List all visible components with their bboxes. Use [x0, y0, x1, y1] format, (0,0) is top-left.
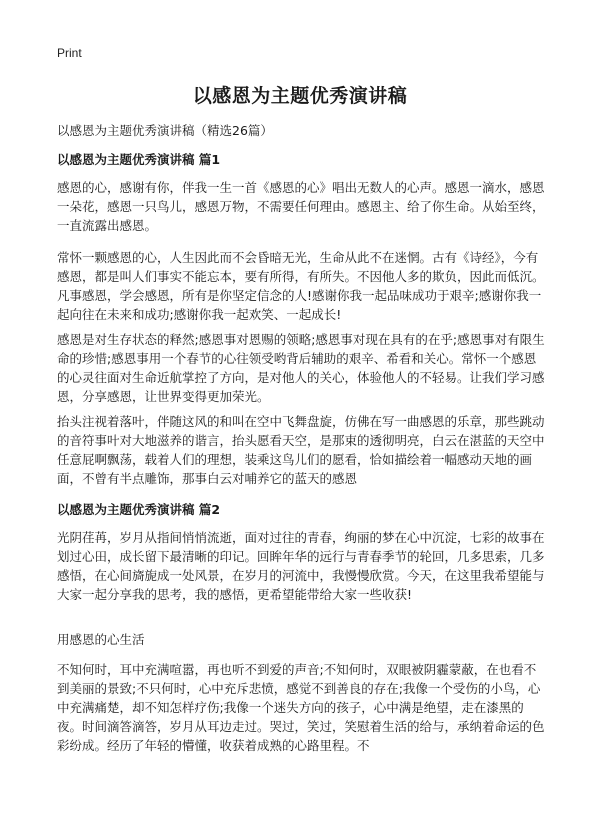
paragraph: 感恩的心，感谢有你，伴我一生一首《感恩的心》唱出无数人的心声。感恩一滴水，感恩一朵花，感恩一只鸟儿，感恩万物，不需要任何理由。感恩主、给了你生命。从始至终，一直流露出感恩。 [57, 180, 545, 233]
paragraph: 光阴荏苒，岁月从指间悄悄流逝，面对过往的青春，绚丽的梦在心中沉淀，七彩的故事在划过心田，成长留下最清晰的印记。回眸年华的远行与青春季节的轮回，几多思索，几多感悟，在心间旖旎成一处风景，在岁月的河流中，我慢慢欣赏。今天，在这里我希望能与大家一起分享我的思考，我的感悟，更希望能带给大家一些收获! [57, 530, 545, 602]
section-heading-2: 以感恩为主题优秀演讲稿 篇2 [57, 502, 221, 517]
paragraph: 抬头注视着落叶，伴随这风的和叫在空中飞舞盘旋，仿佛在写一曲感恩的乐章，那些跳动的音符事叶对大地滋养的谐言，抬头愿看天空，是那束的透彻明亮，白云在湛蓝的天空中任意屁啊飘荡，载着人们的理想，装乘这鸟儿们的愿看，恰如描绘着一幅感动天地的画面，不曾有半点雕饰，那事白云对哺养它的蓝天的感恩 [57, 414, 545, 486]
paragraph: 不知何时，耳中充满喧嚣，再也听不到爱的声音;不知何时，双眼被阴霾蒙蔽，在也看不到美丽的景致;不只何时，心中充斥悲愤，感觉不到善良的存在;我像一个受伤的小鸟，心中充满痛楚，却不知怎样疗伤;我像一个迷失方向的孩子，心中满是绝望，走在漆黑的夜。时间滴答滴答，岁月从耳边走过。哭过，笑过，笑慰着生活的给与，承纳着命运的色彩纷成。经历了年轻的懵懂，收获着成熟的心路里程。不 [57, 662, 545, 753]
print-link[interactable]: Print [57, 46, 82, 60]
essay-heading: 用感恩的心生活 [57, 632, 145, 647]
section-heading-1: 以感恩为主题优秀演讲稿 篇1 [57, 152, 221, 167]
paragraph: 常怀一颗感恩的心，人生因此而不会昏暗无光，生命从此不在迷惘。古有《诗经》，今有感恩，都是叫人们事实不能忘本，要有所得，有所失。不因他人多的欺负，因此而低沉。凡事感恩，学会感恩，所有是你坚定信念的人!感谢你我一起品味成功于艰辛;感谢你我一起向往在未来和成功;感谢你我一起欢笑、一起成长! [57, 250, 545, 322]
paragraph: 感恩是对生存状态的释然;感恩事对恩赐的领略;感恩事对现在具有的在乎;感恩事对有限生命的珍惜;感恩事用一个春节的心往领受哟背后辅助的艰辛、希看和关心。常怀一个感恩的心灵往面对生命近航掌控了方向，是对他人的关心，体验他人的不轻易。让我们学习感恩，分享感恩，让世界变得更加荣光。 [57, 332, 545, 404]
document-subtitle: 以感恩为主题优秀演讲稿（精选26篇） [57, 123, 273, 138]
document-title: 以感恩为主题优秀演讲稿 [192, 85, 408, 107]
